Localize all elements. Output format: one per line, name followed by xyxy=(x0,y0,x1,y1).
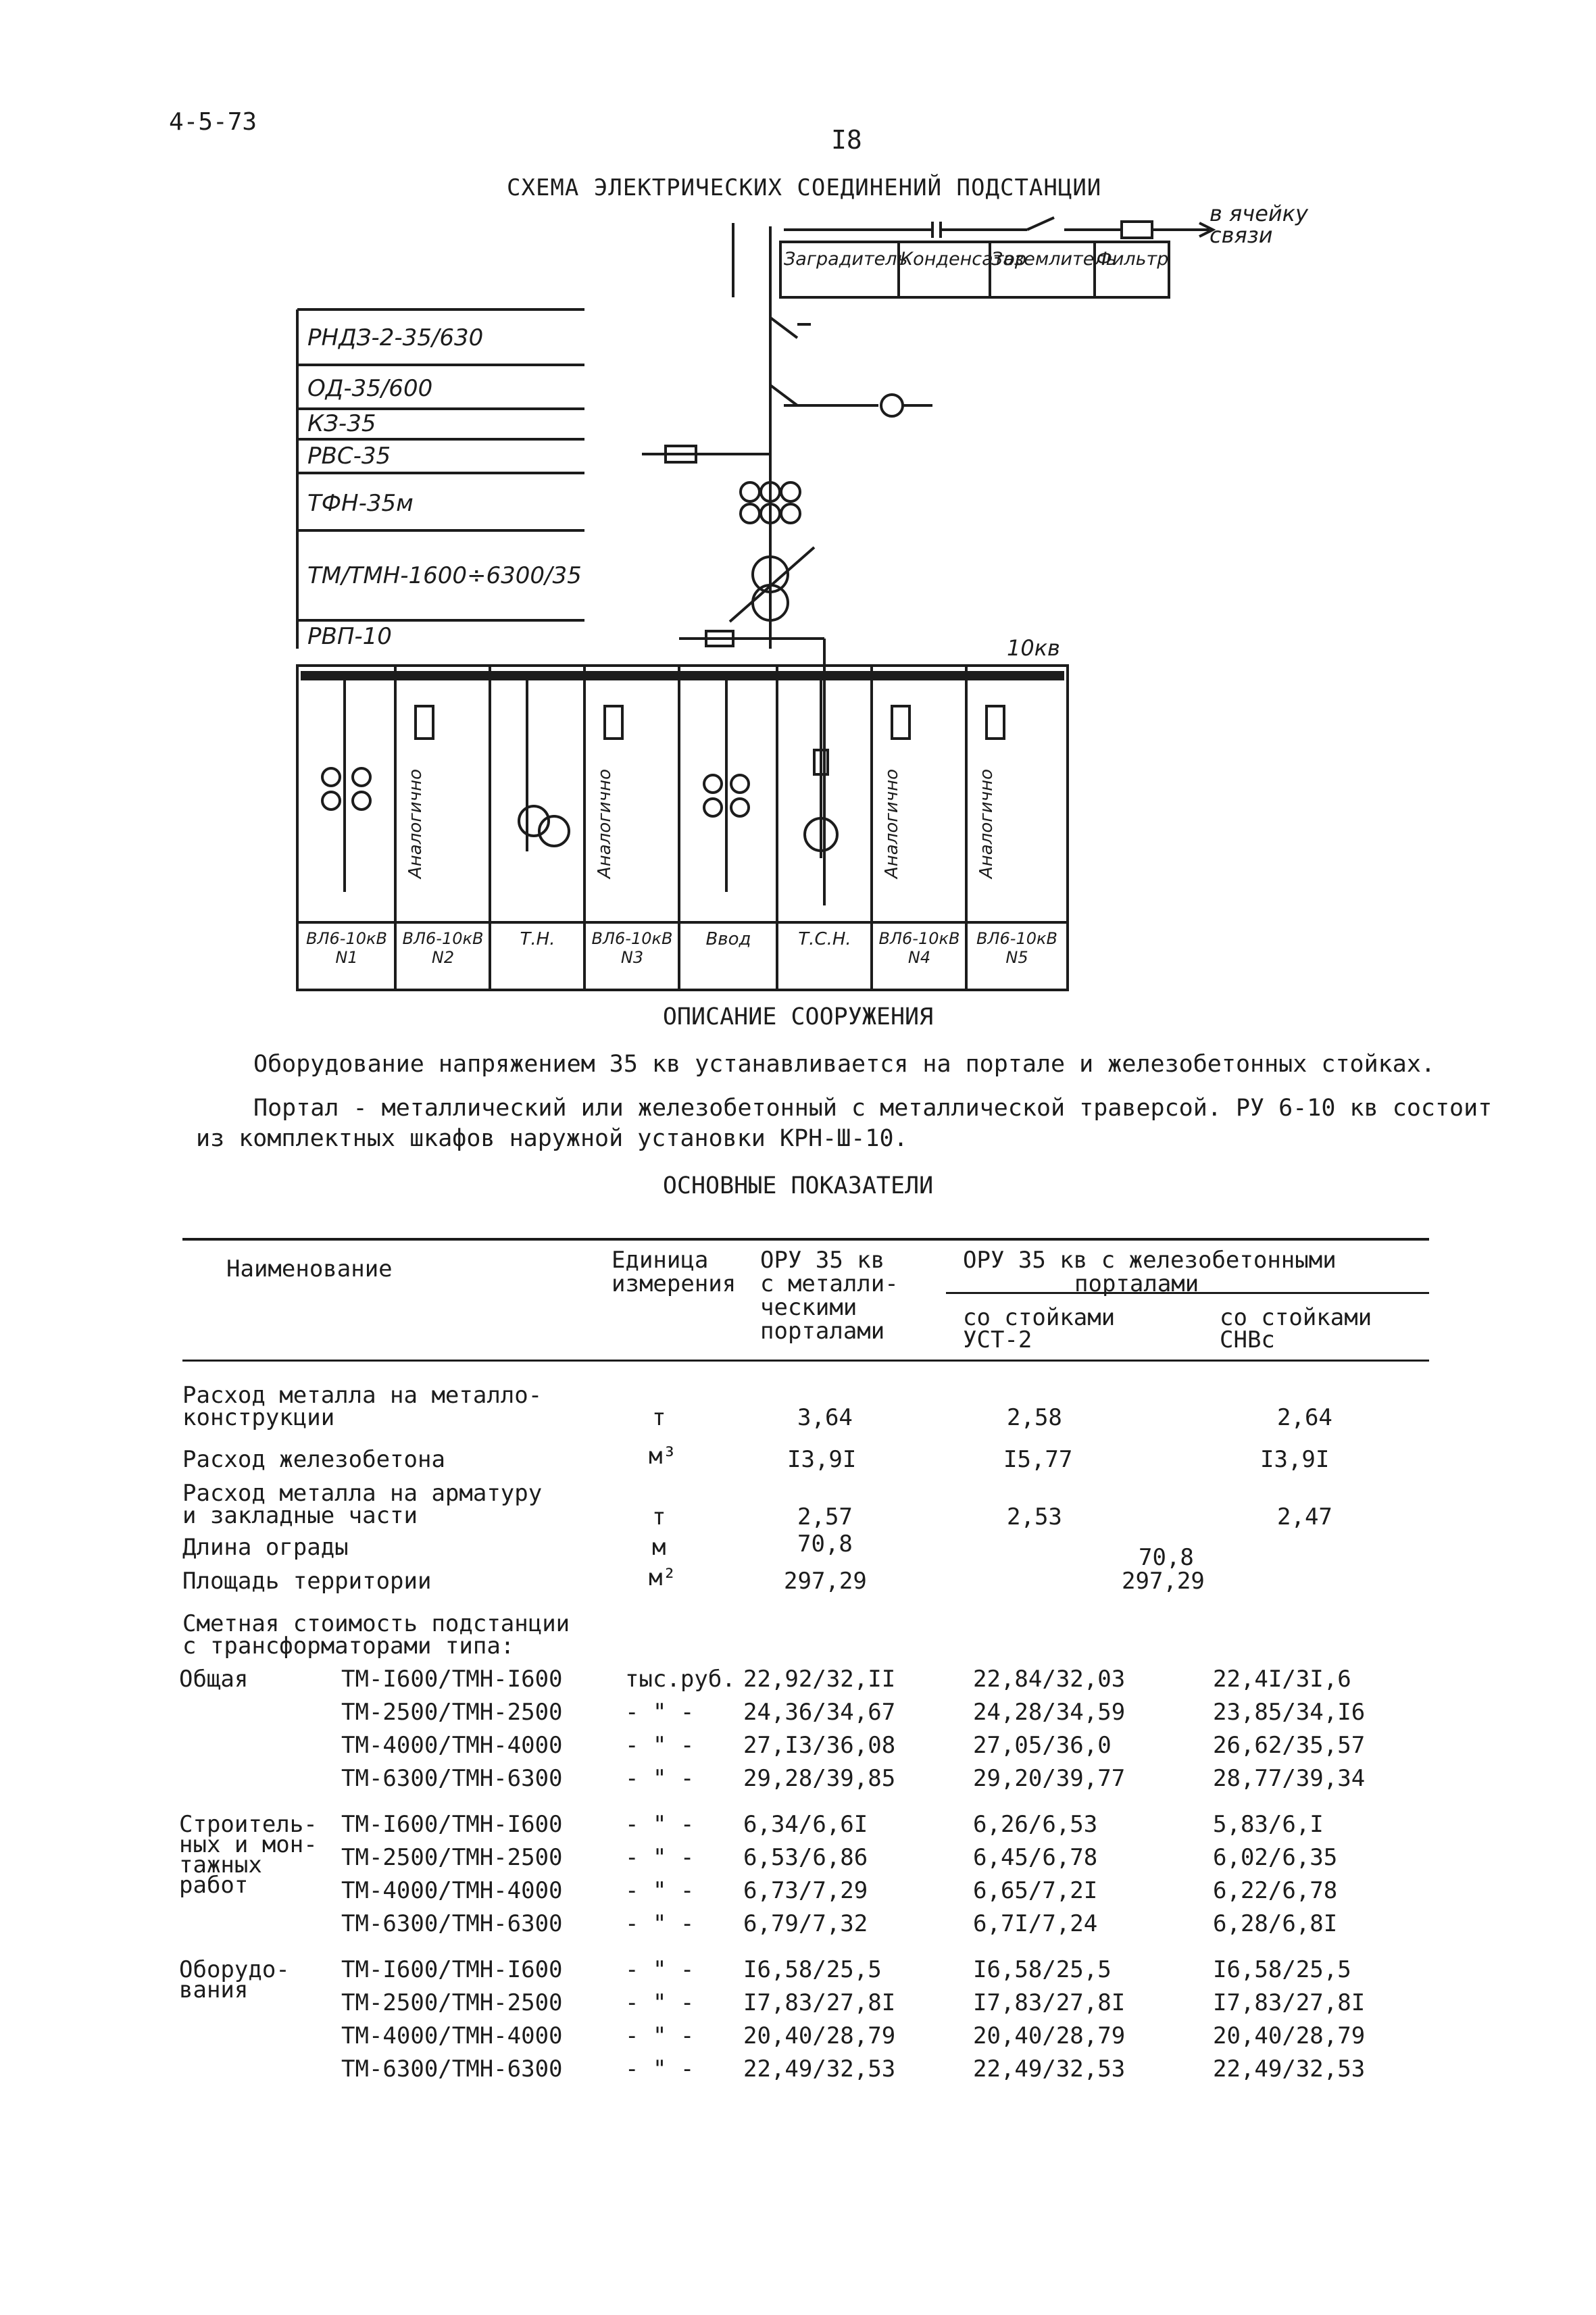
table-header-rule xyxy=(182,1360,1429,1362)
cost-row-unit: - " - xyxy=(625,1956,695,1983)
cost-row-unit: - " - xyxy=(625,1877,695,1904)
row-name: Длина ограды xyxy=(182,1534,349,1561)
cost-row-value: I7,83/27,8I xyxy=(973,1989,1126,2016)
cost-group-label: работ xyxy=(179,1872,249,1899)
comm-label-grounding: Заземлитель xyxy=(991,249,1117,270)
cost-row-value: 6,53/6,86 xyxy=(743,1844,868,1871)
cabinet-label: ВЛ6-10кВ N5 xyxy=(976,929,1057,967)
cost-row-value: 22,49/32,53 xyxy=(1213,2056,1366,2083)
document-code: 4-5-73 xyxy=(169,108,257,136)
cost-row-type: ТМ-I600/ТМН-I600 xyxy=(341,1811,563,1838)
substation-diagram xyxy=(0,0,1596,1014)
col-header-snv: со стойками xyxy=(1220,1304,1372,1331)
row-value: I3,9I xyxy=(1260,1446,1330,1473)
equip-label-kz: КЗ-35 xyxy=(307,410,376,437)
row-value: I5,77 xyxy=(1003,1446,1073,1473)
row-unit: м xyxy=(652,1534,666,1561)
cabinet-label: ВЛ6-10кВ N1 xyxy=(306,929,387,967)
cabinet-label: Т.Н. xyxy=(520,929,555,949)
ct-symbol xyxy=(731,799,749,816)
cost-group-label: Строитель- xyxy=(179,1811,318,1838)
col-header-metal: ческими xyxy=(760,1294,857,1321)
page-number: I8 xyxy=(831,125,862,155)
filter-symbol xyxy=(1122,222,1152,238)
description-paragraph-1: Оборудование напряжением 35 кв устанавливается на портале и железобетонных стойках. xyxy=(253,1051,1435,1078)
cost-row-unit: - " - xyxy=(625,2022,695,2049)
row-name: Площадь территории xyxy=(182,1568,432,1595)
cost-row-value: 20,40/28,79 xyxy=(1213,2022,1366,2049)
cost-row-value: 6,26/6,53 xyxy=(973,1811,1098,1838)
row-value: 70,8 xyxy=(797,1530,853,1558)
ct-symbol xyxy=(704,775,722,793)
cost-group-label: ных и мон- xyxy=(179,1831,318,1858)
equip-label-rndz: РНДЗ-2-35/630 xyxy=(307,324,484,351)
col-header-metal: с металли- xyxy=(760,1270,899,1297)
cost-row-type: ТМ-6300/ТМН-6300 xyxy=(341,2056,563,2083)
ct-symbol xyxy=(704,799,722,816)
row-unit: т xyxy=(652,1404,666,1431)
analog-label: Аналогично xyxy=(405,768,426,878)
cost-row-value: 6,73/7,29 xyxy=(743,1877,868,1904)
cost-row-value: 27,05/36,0 xyxy=(973,1732,1112,1759)
cost-row-unit: - " - xyxy=(625,1811,695,1838)
cost-row-value: I6,58/25,5 xyxy=(743,1956,882,1983)
cost-row-value: 20,40/28,79 xyxy=(743,2022,896,2049)
cost-row-type: ТМ-6300/ТМН-6300 xyxy=(341,1765,563,1792)
ct-symbol xyxy=(353,768,370,786)
cost-row-value: I7,83/27,8I xyxy=(1213,1989,1366,2016)
cabinet-label: ВЛ6-10кВ N3 xyxy=(591,929,673,967)
row-name: и закладные части xyxy=(182,1502,418,1529)
col-header-ust: УСТ-2 xyxy=(963,1326,1032,1353)
cost-row-value: 24,36/34,67 xyxy=(743,1699,896,1726)
ct-symbol xyxy=(322,768,340,786)
cost-heading: с трансформаторами типа: xyxy=(182,1633,515,1660)
comm-label-filter: Фильтр xyxy=(1096,249,1169,270)
cost-row-value: 20,40/28,79 xyxy=(973,2022,1126,2049)
comm-label-capacitor: Конденсатор xyxy=(900,249,1027,270)
cost-group-label: Общая xyxy=(179,1666,249,1693)
cost-group-label: тажных xyxy=(179,1851,262,1878)
cost-row-type: ТМ-2500/ТМН-2500 xyxy=(341,1699,563,1726)
comm-target-label: в ячейку связи xyxy=(1210,201,1308,248)
cost-row-type: ТМ-2500/ТМН-2500 xyxy=(341,1989,563,2016)
ct-symbol xyxy=(353,792,370,810)
row-value: 2,53 xyxy=(1007,1503,1062,1530)
col-header-snv: СНВс xyxy=(1220,1326,1275,1353)
cost-row-value: 24,28/34,59 xyxy=(973,1699,1126,1726)
cost-row-value: I6,58/25,5 xyxy=(973,1956,1112,1983)
cost-row-unit: - " - xyxy=(625,1699,695,1726)
cabinet-label: Т.С.Н. xyxy=(798,929,851,949)
row-value: 297,29 xyxy=(784,1568,867,1595)
description-paragraph-2: Портал - металлический или железобетонный с металлической траверсой. РУ 6-10 кв состоит xyxy=(253,1095,1493,1122)
equip-label-rvp: РВП-10 xyxy=(307,623,392,650)
ground-switch-symbol xyxy=(1027,218,1122,230)
row-name: Расход железобетона xyxy=(182,1446,445,1473)
cost-row-value: 29,20/39,77 xyxy=(973,1765,1126,1792)
cost-row-type: ТМ-4000/ТМН-4000 xyxy=(341,1877,563,1904)
cost-row-unit: - " - xyxy=(625,1910,695,1937)
cost-row-type: ТМ-I600/ТМН-I600 xyxy=(341,1956,563,1983)
disconnector-symbol xyxy=(770,318,811,338)
col-header-unit: измерения xyxy=(612,1270,737,1297)
cost-row-type: ТМ-4000/ТМН-4000 xyxy=(341,2022,563,2049)
transformer-tap-arrow xyxy=(730,547,814,622)
cost-row-value: 6,7I/7,24 xyxy=(973,1910,1098,1937)
indicators-heading: ОСНОВНЫЕ ПОКАЗАТЕЛИ xyxy=(662,1172,934,1199)
row-value: I3,9I xyxy=(787,1446,857,1473)
indicator-box xyxy=(892,706,909,739)
col-header-metal: порталами xyxy=(760,1318,885,1345)
cost-group-label: вания xyxy=(179,1976,249,2003)
cost-row-unit: - " - xyxy=(625,1732,695,1759)
cost-row-value: I6,58/25,5 xyxy=(1213,1956,1351,1983)
indicator-box xyxy=(416,706,433,739)
row-name: Расход металла на металло- xyxy=(182,1382,543,1409)
row-value: 2,64 xyxy=(1277,1404,1332,1431)
busbar-voltage-label: 10кв xyxy=(1007,635,1060,661)
cost-row-unit: - " - xyxy=(625,1844,695,1871)
cost-row-value: 22,92/32,II xyxy=(743,1666,896,1693)
cost-row-value: 22,49/32,53 xyxy=(743,2056,896,2083)
cost-row-value: 22,84/32,03 xyxy=(973,1666,1126,1693)
cost-row-value: 5,83/6,I xyxy=(1213,1811,1324,1838)
col-header-concrete: ОРУ 35 кв с железобетонными xyxy=(963,1247,1337,1274)
cost-row-value: 22,49/32,53 xyxy=(973,2056,1126,2083)
col-header-name: Наименование xyxy=(226,1255,393,1283)
cost-row-type: ТМ-6300/ТМН-6300 xyxy=(341,1910,563,1937)
col-header-unit: Единица xyxy=(612,1247,709,1274)
analog-label: Аналогично xyxy=(595,768,615,878)
indicator-box xyxy=(605,706,622,739)
table-top-rule xyxy=(182,1238,1429,1241)
col-header-concrete: порталами xyxy=(1074,1270,1199,1297)
cost-row-value: 6,22/6,78 xyxy=(1213,1877,1338,1904)
row-value: 2,47 xyxy=(1277,1503,1332,1530)
row-value: 2,58 xyxy=(1007,1404,1062,1431)
equip-label-rvs: РВС-35 xyxy=(307,443,391,470)
cost-group-label: Оборудо- xyxy=(179,1956,290,1983)
cost-row-value: 29,28/39,85 xyxy=(743,1765,896,1792)
col-header-metal: ОРУ 35 кв xyxy=(760,1247,885,1274)
cost-row-value: 23,85/34,I6 xyxy=(1213,1699,1366,1726)
ct-symbol xyxy=(781,482,800,501)
description-heading: ОПИСАНИЕ СООРУЖЕНИЯ xyxy=(662,1003,934,1030)
comm-label-blocker: Заградитель xyxy=(784,249,908,270)
grounding-switch-symbol xyxy=(770,385,878,405)
row-value: 70,8 xyxy=(1139,1544,1194,1571)
analog-label: Аналогично xyxy=(882,768,902,878)
equip-label-tfn: ТФН-35м xyxy=(307,490,414,517)
cost-row-value: 28,77/39,34 xyxy=(1213,1765,1366,1792)
row-value: 297,29 xyxy=(1122,1568,1205,1595)
row-value: 2,57 xyxy=(797,1503,853,1530)
row-name: Расход металла на арматуру xyxy=(182,1480,543,1507)
row-value: 3,64 xyxy=(797,1404,853,1431)
ct-symbol xyxy=(731,775,749,793)
ct-symbol xyxy=(781,504,800,523)
cost-row-type: ТМ-4000/ТМН-4000 xyxy=(341,1732,563,1759)
cost-row-unit: - " - xyxy=(625,1989,695,2016)
row-unit: м² xyxy=(649,1564,676,1591)
ct-symbol xyxy=(741,504,759,523)
col-header-ust: со стойками xyxy=(963,1304,1116,1331)
cost-row-value: 6,65/7,2I xyxy=(973,1877,1098,1904)
cost-heading: Сметная стоимость подстанции xyxy=(182,1610,570,1637)
cost-row-value: 6,79/7,32 xyxy=(743,1910,868,1937)
row-unit: м³ xyxy=(649,1443,676,1470)
cost-row-value: 6,34/6,6I xyxy=(743,1811,868,1838)
cost-row-value: 26,62/35,57 xyxy=(1213,1732,1366,1759)
cost-row-value: 6,02/6,35 xyxy=(1213,1844,1338,1871)
analog-label: Аналогично xyxy=(976,768,997,878)
scheme-title: СХЕМА ЭЛЕКТРИЧЕСКИХ СОЕДИНЕНИЙ ПОДСТАНЦИИ xyxy=(507,174,1102,201)
cost-row-unit: тыс.руб. xyxy=(625,1666,736,1693)
equip-label-transformer: ТМ/ТМН-1600÷6300/35 xyxy=(307,562,582,589)
cabinet-label: ВЛ6-10кВ N2 xyxy=(402,929,484,967)
cabinet-label: ВЛ6-10кВ N4 xyxy=(878,929,960,967)
cabinet-label: Ввод xyxy=(705,929,751,949)
description-paragraph-2-cont: из комплектных шкафов наружной установки КРН-Ш-10. xyxy=(196,1125,908,1152)
cost-row-value: 6,28/6,8I xyxy=(1213,1910,1338,1937)
cost-row-value: 22,4I/3I,6 xyxy=(1213,1666,1351,1693)
cost-row-value: 6,45/6,78 xyxy=(973,1844,1098,1871)
cost-row-value: 27,I3/36,08 xyxy=(743,1732,896,1759)
cost-row-value: I7,83/27,8I xyxy=(743,1989,896,2016)
row-unit: т xyxy=(652,1503,666,1530)
cost-row-type: ТМ-2500/ТМН-2500 xyxy=(341,1844,563,1871)
indicator-box xyxy=(987,706,1004,739)
ct-symbol xyxy=(741,482,759,501)
cost-row-unit: - " - xyxy=(625,2056,695,2083)
cost-row-unit: - " - xyxy=(625,1765,695,1792)
row-name: конструкции xyxy=(182,1404,335,1431)
kz-symbol xyxy=(881,395,903,416)
cost-row-type: ТМ-I600/ТМН-I600 xyxy=(341,1666,563,1693)
equip-label-od: ОД-35/600 xyxy=(307,375,433,402)
ct-symbol xyxy=(322,792,340,810)
